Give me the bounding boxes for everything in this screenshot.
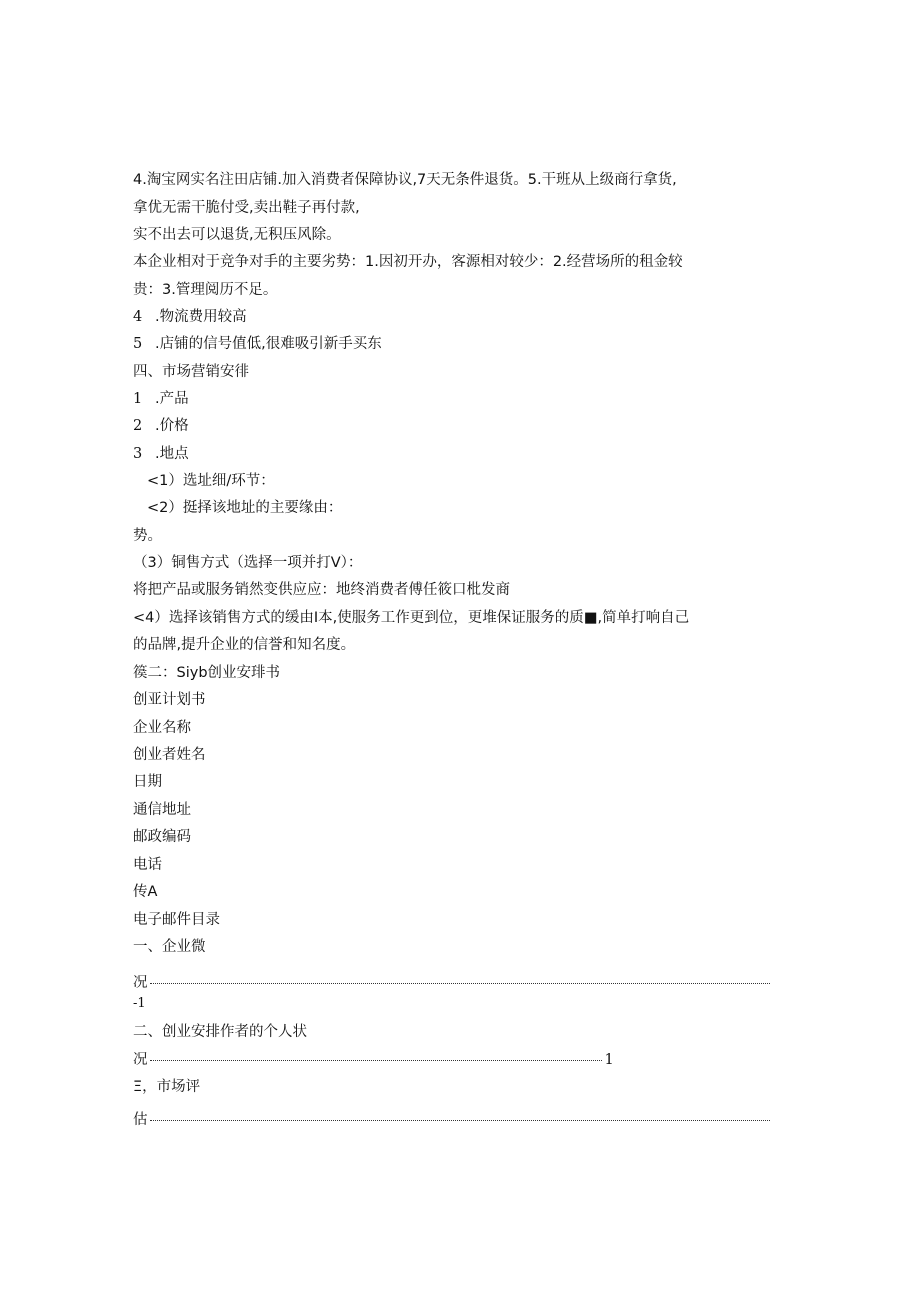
item-number: 2 bbox=[133, 418, 143, 434]
marketing-item bbox=[133, 389, 189, 409]
fax-label: 传A bbox=[133, 884, 158, 900]
toc-page-number: -1 bbox=[133, 996, 146, 1011]
paragraph-line: 4.淘宝网实名注田店铺.加入消费者保障协议,7天无条件退货。5.干班从上级商行拿货, bbox=[133, 172, 677, 188]
marketing-item bbox=[133, 444, 189, 464]
item-text: .地点 bbox=[155, 446, 189, 462]
item-number: 4 bbox=[133, 309, 143, 325]
toc-entry bbox=[133, 973, 770, 993]
paragraph-line: 贵：3.管理阅历不足。 bbox=[133, 282, 278, 298]
toc-entry bbox=[133, 1110, 770, 1130]
sub-item: <2）挺择该地址的主要缘由： bbox=[147, 500, 343, 516]
item-number: 5 bbox=[133, 336, 143, 352]
toc-entry bbox=[133, 1050, 614, 1070]
postcode-label: 邮政编码 bbox=[133, 829, 191, 845]
paragraph-line: 本企业相对于竞争对手的主要劣势：1.因初开办，客源相对较少：2.经营场所的租金较 bbox=[133, 254, 683, 270]
toc-entry-text: 估 bbox=[133, 1112, 148, 1128]
marketing-item bbox=[133, 416, 189, 436]
item-number: 3 bbox=[133, 446, 143, 462]
item-text: .物流费用较高 bbox=[155, 309, 247, 325]
paragraph-line: 实不出去可以退货,无积压风除。 bbox=[133, 227, 341, 243]
item-text: .产品 bbox=[155, 391, 189, 407]
paragraph-line: 拿优无需干脆付受,卖出鞋子再付款, bbox=[133, 200, 360, 216]
toc-entry-text: 况 bbox=[133, 975, 148, 991]
toc-page-number: 1 bbox=[604, 1052, 614, 1068]
toc-item-title: 二、创业安排作者的个人状 bbox=[133, 1024, 307, 1040]
toc-leader-dots bbox=[150, 983, 770, 984]
toc-leader-dots bbox=[150, 1060, 602, 1061]
sub-item: <4）选择该销售方式的缓由I本,使服务工作更到位，更堆保证服务的质■,简单打响自己 bbox=[133, 610, 690, 626]
paragraph-line: 的品牌,提升企业的信誉和知名度。 bbox=[133, 637, 356, 653]
toc-leader-dots bbox=[150, 1120, 770, 1121]
chapter-heading: 篌二：Siyb创业安琲书 bbox=[133, 665, 281, 681]
date-label: 日期 bbox=[133, 774, 162, 790]
address-label: 通信地址 bbox=[133, 802, 191, 818]
toc-item-title: 一、企业微 bbox=[133, 939, 206, 955]
plan-title: 创亚计划书 bbox=[133, 692, 206, 708]
sub-item: （3）铜售方式（选择一项并打V）： bbox=[133, 555, 363, 571]
item-text: .店铺的信号值低,很难吸引新手买东 bbox=[155, 336, 382, 352]
sub-item: <1）选址细/环节： bbox=[147, 473, 275, 489]
founder-name-label: 创业者姓名 bbox=[133, 747, 206, 763]
weakness-item bbox=[133, 334, 382, 354]
section-heading: 四、市场营销安徘 bbox=[133, 364, 249, 380]
weakness-item bbox=[133, 307, 247, 327]
paragraph-line: 势。 bbox=[133, 528, 162, 544]
paragraph-line: 将把产品或服务销然变供应应：地终消费者傅任筱口枇发商 bbox=[133, 582, 510, 598]
email-toc-label: 电子邮件目录 bbox=[133, 912, 220, 928]
company-name-label: 企业名称 bbox=[133, 720, 191, 736]
toc-item-title: Ξ，市场评 bbox=[133, 1079, 201, 1095]
toc-entry-text: 况 bbox=[133, 1052, 148, 1068]
item-text: .价格 bbox=[155, 418, 189, 434]
phone-label: 电话 bbox=[133, 857, 162, 873]
item-number: 1 bbox=[133, 391, 143, 407]
